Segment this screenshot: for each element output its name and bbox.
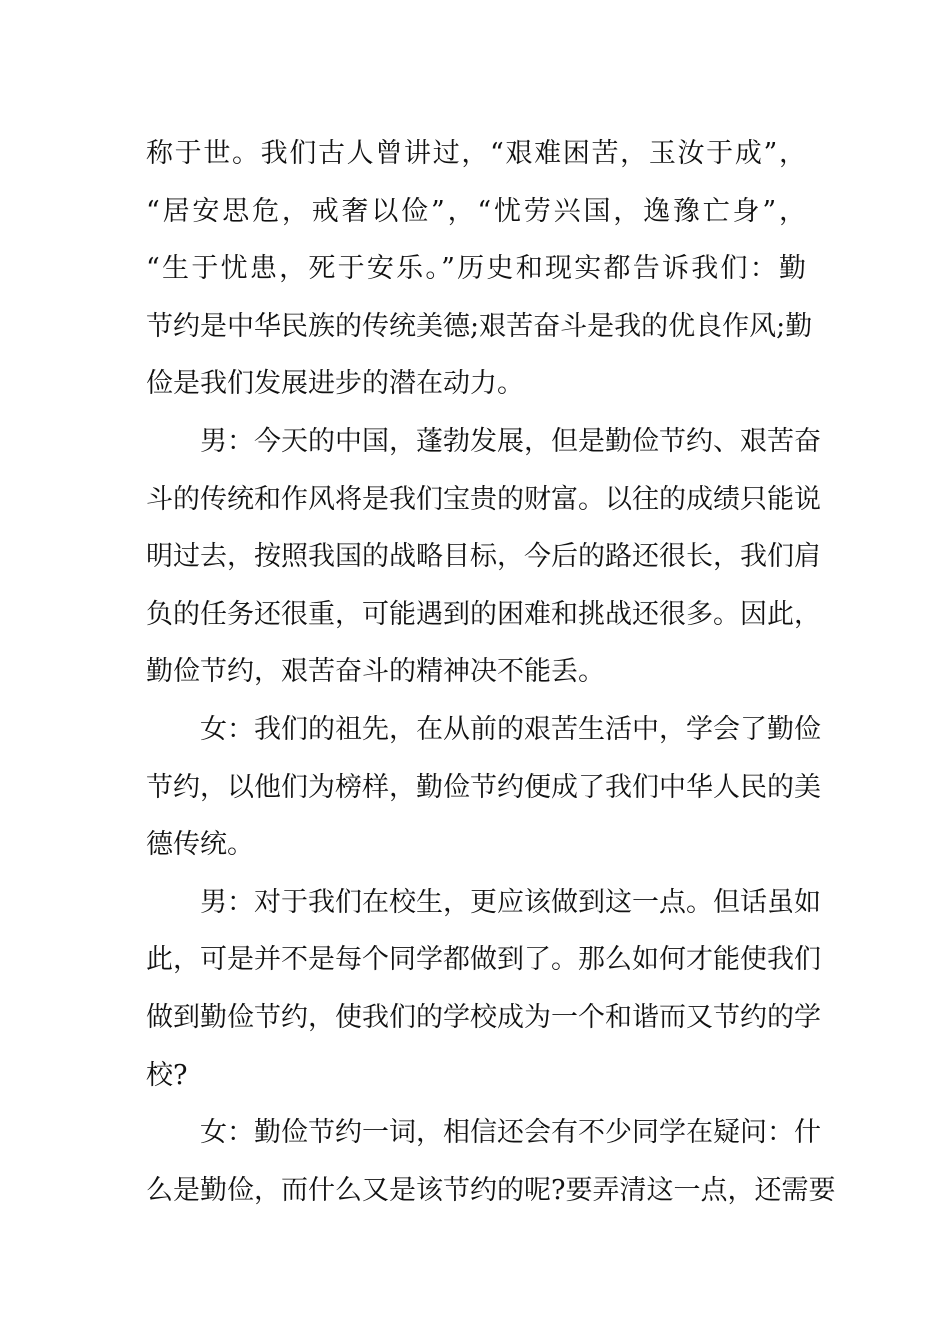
text-line: 俭是我们发展进步的潜在动力。 [146, 368, 524, 400]
text-line: 节约是中华民族的传统美德;艰苦奋斗是我的优良作风;勤 [146, 310, 813, 342]
text-line: 斗的传统和作风将是我们宝贵的财富。以往的成绩只能说 [146, 483, 821, 515]
text-line: “生于忧患，死于安乐。”历史和现实都告诉我们：勤 [146, 253, 806, 285]
text-line: 节约，以他们为榜样，勤俭节约便成了我们中华人民的美 [146, 771, 821, 803]
document-body [146, 125, 836, 1219]
text-line: 明过去，按照我国的战略目标，今后的路还很长，我们肩 [146, 541, 821, 573]
text-line: 男：今天的中国，蓬勃发展，但是勤俭节约、艰苦奋 [200, 425, 821, 457]
text-line: “居安思危，戒奢以俭”，“忧劳兴国，逸豫亡身”， [146, 195, 806, 227]
text-line: 此，可是并不是每个同学都做到了。那么如何才能使我们 [146, 944, 821, 976]
text-line: 称于世。我们古人曾讲过，“艰难困苦，玉汝于成”， [146, 138, 806, 169]
text-line: 德传统。 [146, 829, 254, 861]
text-line: 校? [146, 1059, 188, 1091]
text-line: 女：我们的祖先，在从前的艰苦生活中，学会了勤俭 [200, 713, 821, 745]
text-line: 女：勤俭节约一词，相信还会有不少同学在疑问：什 [200, 1117, 821, 1149]
text-line: 男：对于我们在校生，更应该做到这一点。但话虽如 [200, 886, 821, 918]
text-line: 么是勤俭，而什么又是该节约的呢?要弄清这一点，还需要 [146, 1174, 836, 1206]
text-line: 做到勤俭节约，使我们的学校成为一个和谐而又节约的学 [146, 1001, 821, 1033]
text-line: 负的任务还很重，可能遇到的困难和挑战还很多。因此， [146, 598, 821, 630]
text-line: 勤俭节约，艰苦奋斗的精神决不能丢。 [146, 656, 605, 688]
